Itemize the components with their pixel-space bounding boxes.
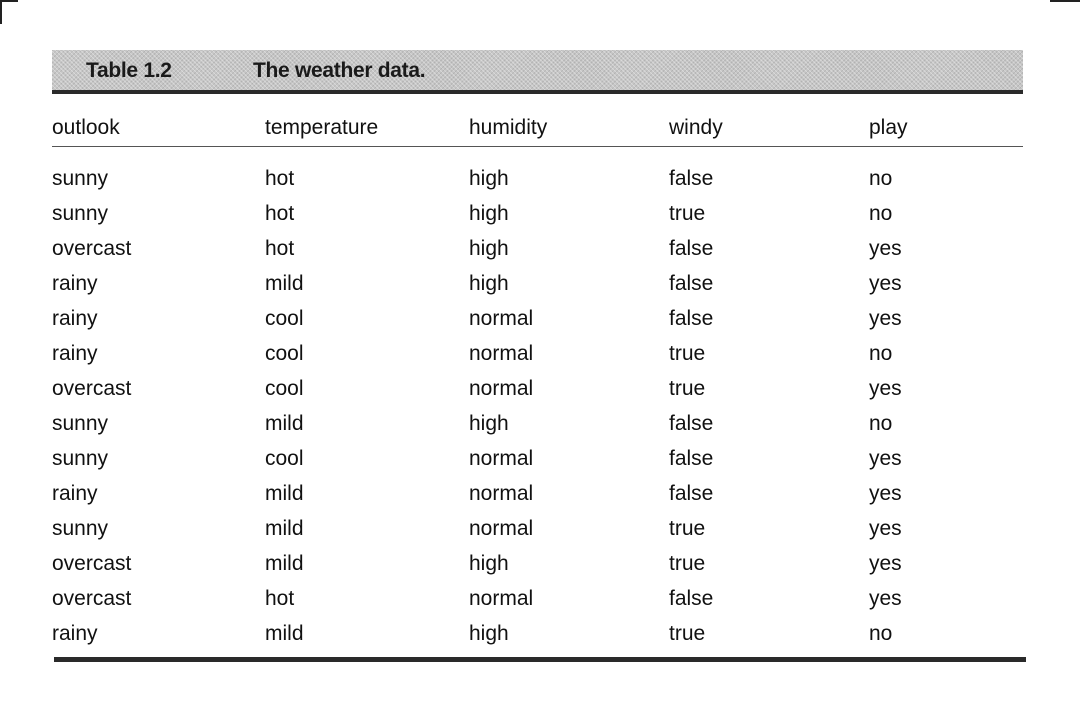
cell-play: no xyxy=(869,341,893,365)
cell-temperature: cool xyxy=(265,341,304,365)
cell-windy: true xyxy=(669,516,706,540)
cell-humidity: high xyxy=(469,411,509,435)
cell-play: yes xyxy=(869,586,902,610)
column-header-play: play xyxy=(869,110,1023,147)
cell-play: yes xyxy=(869,551,902,575)
cell-windy: false xyxy=(669,271,714,295)
cell-outlook: sunny xyxy=(52,411,109,435)
cell-windy: true xyxy=(669,551,706,575)
cell-outlook: sunny xyxy=(52,516,109,540)
cell-outlook: rainy xyxy=(52,621,98,645)
cell-humidity: normal xyxy=(469,341,534,365)
cell-humidity: normal xyxy=(469,446,534,470)
crop-mark-top-right xyxy=(1050,0,1080,2)
cell-humidity: high xyxy=(469,621,509,645)
cell-play: yes xyxy=(869,376,902,400)
table-row xyxy=(52,266,1023,301)
cell-humidity: high xyxy=(469,166,509,190)
column-header-temperature: temperature xyxy=(265,110,469,147)
cell-temperature: hot xyxy=(265,166,295,190)
cell-temperature: mild xyxy=(265,481,304,505)
cell-outlook: overcast xyxy=(52,376,132,400)
cell-play: yes xyxy=(869,446,902,470)
table-row xyxy=(52,336,1023,371)
cell-play: yes xyxy=(869,236,902,260)
cell-play: no xyxy=(869,166,893,190)
cell-windy: false xyxy=(669,236,714,260)
cell-humidity: high xyxy=(469,551,509,575)
cell-play: yes xyxy=(869,306,902,330)
cell-windy: false xyxy=(669,166,714,190)
cell-temperature: mild xyxy=(265,271,304,295)
table-title: The weather data. xyxy=(253,59,426,82)
cell-windy: true xyxy=(669,621,706,645)
table-row xyxy=(52,371,1023,406)
cell-play: no xyxy=(869,201,893,225)
cell-temperature: mild xyxy=(265,551,304,575)
cell-humidity: high xyxy=(469,271,509,295)
cell-temperature: hot xyxy=(265,201,295,225)
table-row xyxy=(52,511,1023,546)
table-row xyxy=(52,476,1023,511)
table-caption xyxy=(52,50,1023,94)
cell-windy: false xyxy=(669,446,714,470)
cell-outlook: rainy xyxy=(52,306,98,330)
cell-windy: true xyxy=(669,376,706,400)
cell-temperature: mild xyxy=(265,621,304,645)
cell-outlook: overcast xyxy=(52,586,132,610)
column-header-outlook: outlook xyxy=(52,110,265,147)
cell-humidity: normal xyxy=(469,516,534,540)
cell-humidity: normal xyxy=(469,306,534,330)
table-row xyxy=(52,406,1023,441)
cell-humidity: normal xyxy=(469,586,534,610)
cell-play: yes xyxy=(869,516,902,540)
cell-windy: true xyxy=(669,201,706,225)
cell-temperature: cool xyxy=(265,376,304,400)
cell-outlook: rainy xyxy=(52,271,98,295)
table-row xyxy=(52,196,1023,231)
column-header-humidity: humidity xyxy=(469,110,669,147)
cell-play: no xyxy=(869,411,893,435)
cell-windy: false xyxy=(669,481,714,505)
cell-temperature: hot xyxy=(265,236,295,260)
cell-play: yes xyxy=(869,481,902,505)
cell-temperature: hot xyxy=(265,586,295,610)
column-header-windy: windy xyxy=(669,110,869,147)
cell-windy: false xyxy=(669,411,714,435)
cell-outlook: sunny xyxy=(52,201,109,225)
cell-outlook: rainy xyxy=(52,481,98,505)
weather-data-table xyxy=(52,110,1023,657)
table-bottom-rule xyxy=(54,657,1026,662)
cell-outlook: sunny xyxy=(52,166,109,190)
cell-temperature: cool xyxy=(265,446,304,470)
cell-outlook: overcast xyxy=(52,551,132,575)
cell-outlook: overcast xyxy=(52,236,132,260)
cell-humidity: normal xyxy=(469,376,534,400)
header-row xyxy=(52,110,1023,147)
table-row xyxy=(52,616,1023,657)
table-row xyxy=(52,581,1023,616)
cell-windy: true xyxy=(669,341,706,365)
table-row xyxy=(52,301,1023,336)
cell-temperature: mild xyxy=(265,516,304,540)
crop-mark-top-left-horizontal xyxy=(0,0,18,2)
cell-humidity: high xyxy=(469,201,509,225)
crop-mark-top-left-vertical xyxy=(0,0,2,24)
cell-windy: false xyxy=(669,306,714,330)
cell-humidity: normal xyxy=(469,481,534,505)
cell-temperature: cool xyxy=(265,306,304,330)
cell-outlook: sunny xyxy=(52,446,109,470)
table-row xyxy=(52,441,1023,476)
cell-play: yes xyxy=(869,271,902,295)
table-body xyxy=(52,147,1023,658)
table-row xyxy=(52,546,1023,581)
table-row xyxy=(52,147,1023,197)
cell-temperature: mild xyxy=(265,411,304,435)
cell-outlook: rainy xyxy=(52,341,98,365)
table-row xyxy=(52,231,1023,266)
cell-windy: false xyxy=(669,586,714,610)
cell-play: no xyxy=(869,621,893,645)
table-number: Table 1.2 xyxy=(86,59,172,82)
cell-humidity: high xyxy=(469,236,509,260)
table-header xyxy=(52,110,1023,147)
